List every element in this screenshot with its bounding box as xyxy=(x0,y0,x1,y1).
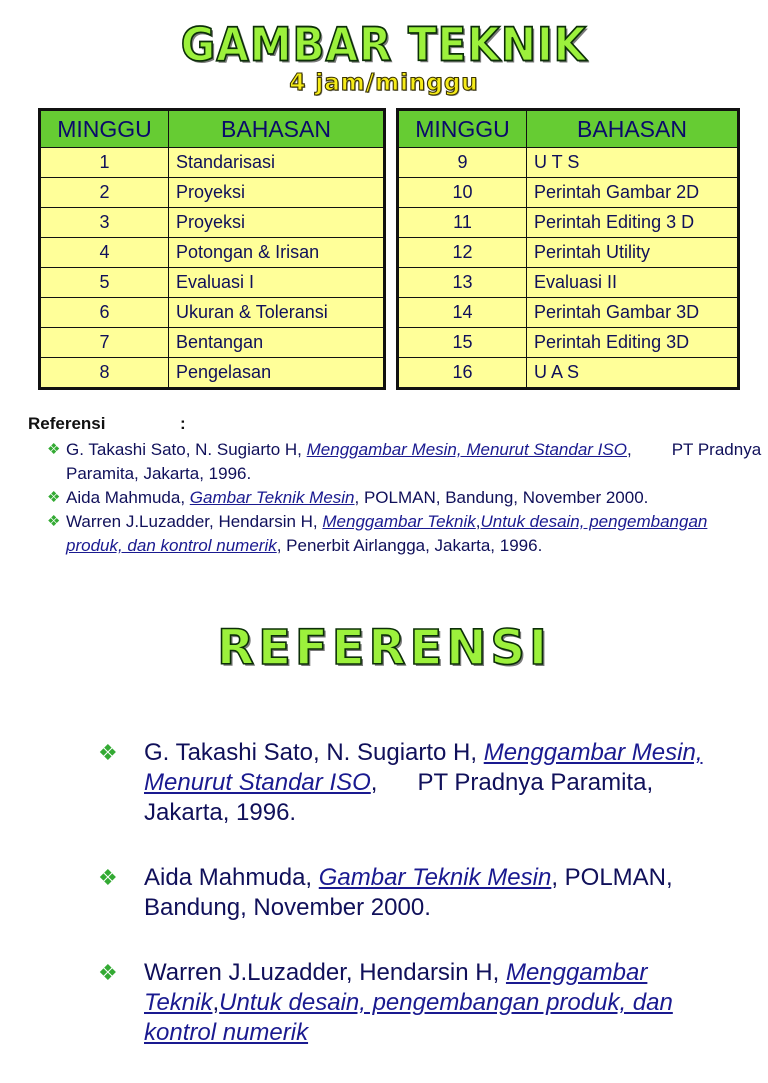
reference-book-title: Gambar Teknik Mesin xyxy=(318,864,552,891)
diamond-bullet-icon: ❖ xyxy=(47,441,61,458)
week-number-cell: 15 xyxy=(398,328,527,358)
topic-cell: Perintah Gambar 3D xyxy=(527,298,739,328)
table-row xyxy=(398,148,739,178)
topic-cell: Potongan & Irisan xyxy=(169,238,385,268)
reference-item xyxy=(46,510,762,558)
diamond-bullet-icon: ❖ xyxy=(98,865,118,890)
topic-cell: Perintah Utility xyxy=(527,238,739,268)
reference-list-large xyxy=(98,738,738,1083)
table-row xyxy=(398,178,739,208)
reference-separator: , xyxy=(212,989,220,1016)
table-row xyxy=(40,328,385,358)
topic-cell: Proyeksi xyxy=(169,208,385,238)
table-row xyxy=(398,358,739,389)
week-number-cell: 13 xyxy=(398,268,527,298)
reference-item xyxy=(98,738,738,828)
table-row xyxy=(40,208,385,238)
reference-book-title: Menggambar Mesin, Menurut Standar ISO xyxy=(144,739,703,796)
reference-authors: Warren J.Luzadder, Hendarsin H, xyxy=(66,512,323,531)
topic-cell: Standarisasi xyxy=(169,148,385,178)
diamond-bullet-icon: ❖ xyxy=(98,960,118,985)
week-number-cell: 2 xyxy=(40,178,169,208)
reference-book-title: Menggambar Teknik xyxy=(322,512,476,531)
reference-separator: , xyxy=(626,440,632,459)
page-title: GAMBAR TEKNIK xyxy=(180,17,588,72)
week-number-cell: 14 xyxy=(398,298,527,328)
table-row xyxy=(398,298,739,328)
reference-publisher: PT Pradnya Paramita, Jakarta, 1996. xyxy=(66,440,762,483)
reference-authors: Warren J.Luzadder, Hendarsin H, xyxy=(144,959,506,986)
topic-cell: Proyeksi xyxy=(169,178,385,208)
reference-authors: G. Takashi Sato, N. Sugiarto H, xyxy=(66,440,307,459)
table-row xyxy=(398,328,739,358)
reference-book-subtitle: Untuk desain, pengembangan produk, dan kontrol numerik xyxy=(66,512,708,555)
week-number-cell: 10 xyxy=(398,178,527,208)
table-row xyxy=(398,268,739,298)
reference-book-title: Menggambar Teknik xyxy=(144,959,648,1016)
table-row xyxy=(40,178,385,208)
schedule-table-left xyxy=(38,108,386,390)
reference-item xyxy=(98,958,738,1048)
week-number-cell: 11 xyxy=(398,208,527,238)
references-label-colon: : xyxy=(180,414,186,433)
topic-cell: Perintah Gambar 2D xyxy=(527,178,739,208)
reference-item xyxy=(46,438,762,486)
reference-authors: Aida Mahmuda, xyxy=(144,864,319,891)
table-row xyxy=(40,268,385,298)
week-number-cell: 7 xyxy=(40,328,169,358)
reference-list-small xyxy=(46,438,762,558)
week-number-cell: 4 xyxy=(40,238,169,268)
table-row xyxy=(40,238,385,268)
diamond-bullet-icon: ❖ xyxy=(98,740,118,765)
reference-book-subtitle: Untuk desain, pengembangan produk, dan kontrol numerik xyxy=(144,989,673,1046)
column-header-topic: BAHASAN xyxy=(169,110,385,148)
column-header-topic: BAHASAN xyxy=(527,110,739,148)
week-number-cell: 1 xyxy=(40,148,169,178)
week-number-cell: 12 xyxy=(398,238,527,268)
week-number-cell: 6 xyxy=(40,298,169,328)
topic-cell: U T S xyxy=(527,148,739,178)
topic-cell: Pengelasan xyxy=(169,358,385,389)
reference-publisher: , Penerbit Airlangga, Jakarta, 1996. xyxy=(276,536,543,555)
reference-authors: Aida Mahmuda, xyxy=(66,488,190,507)
week-number-cell: 5 xyxy=(40,268,169,298)
topic-cell: U A S xyxy=(527,358,739,389)
topic-cell: Evaluasi II xyxy=(527,268,739,298)
topic-cell: Bentangan xyxy=(169,328,385,358)
reference-authors: G. Takashi Sato, N. Sugiarto H, xyxy=(144,739,484,766)
diamond-bullet-icon: ❖ xyxy=(47,489,61,506)
table-row xyxy=(40,298,385,328)
week-number-cell: 16 xyxy=(398,358,527,389)
table-row xyxy=(398,208,739,238)
column-header-week: MINGGU xyxy=(40,110,169,148)
references-label xyxy=(28,414,186,434)
schedule-table-right xyxy=(396,108,740,390)
reference-separator: , xyxy=(370,769,378,796)
reference-book-title: Menggambar Mesin, Menurut Standar ISO xyxy=(306,440,627,459)
week-number-cell: 8 xyxy=(40,358,169,389)
table-row xyxy=(40,148,385,178)
page-subtitle: 4 jam/minggu xyxy=(289,70,479,96)
reference-item xyxy=(98,863,738,923)
column-header-week: MINGGU xyxy=(398,110,527,148)
reference-publisher: , POLMAN, Bandung, November 2000. xyxy=(144,864,673,921)
week-number-cell: 9 xyxy=(398,148,527,178)
reference-separator: , xyxy=(475,512,481,531)
reference-item xyxy=(46,486,762,510)
reference-publisher: PT Pradnya Paramita, Jakarta, 1996. xyxy=(144,769,654,826)
table-row xyxy=(40,358,385,389)
topic-cell: Ukuran & Toleransi xyxy=(169,298,385,328)
references-title: REFERENSI xyxy=(217,620,551,676)
week-number-cell: 3 xyxy=(40,208,169,238)
topic-cell: Perintah Editing 3 D xyxy=(527,208,739,238)
reference-book-title: Gambar Teknik Mesin xyxy=(189,488,355,507)
references-label-text: Referensi xyxy=(28,414,106,433)
topic-cell: Perintah Editing 3D xyxy=(527,328,739,358)
diamond-bullet-icon: ❖ xyxy=(47,513,61,530)
reference-publisher: , POLMAN, Bandung, November 2000. xyxy=(354,488,649,507)
topic-cell: Evaluasi I xyxy=(169,268,385,298)
table-row xyxy=(398,238,739,268)
